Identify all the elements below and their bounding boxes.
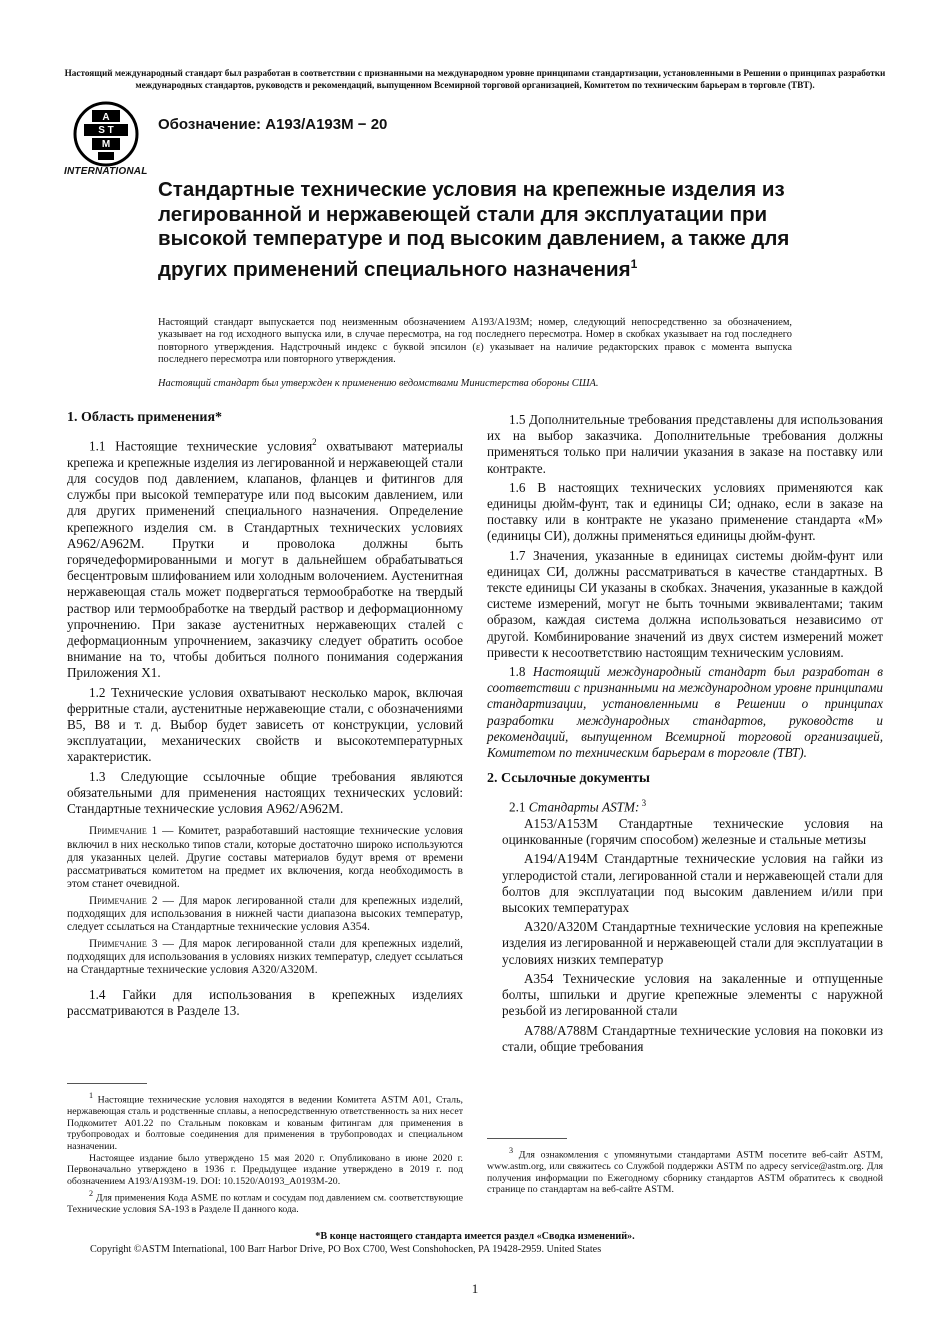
page-number: 1 — [471, 1281, 479, 1296]
svg-text:S T: S T — [98, 125, 114, 136]
left-footnotes — [67, 1090, 463, 1216]
document-title: Стандартные технические условия на крепежные изделия из легированной и нержавеющей стали для эксплуатации при высокой температуре и под высоким давлением, а также для других применений специального назначения$^1$ — [158, 178, 790, 281]
designation: Обозначение: A193/A193M − 20 — [158, 116, 388, 133]
note-2: Примечание 2 — Для марок легированной стали для крепежных изделий, подходящих для использования в нижней части диапазона высоких температур, следует ссылаться на Стандартные технические условия A354. — [67, 894, 463, 934]
para-1-2: 1.2 Технические условия охватывают несколько марок, включая ферритные стали, аустенитные нержавеющие стали, с обозначениями B5, B8 и т. д. Выбор будет зависеть от конструкции, условий эксплуатации, механических свойств и высокотемпературных характеристик. — [67, 684, 463, 765]
summary-note: *В конце настоящего стандарта имеется раздел «Сводка изменений». — [315, 1231, 635, 1242]
footnote-rule-right — [487, 1138, 567, 1139]
para-1-6: 1.6 В настоящих технических условиях применяются как единицы дюйм-фунт, так и единицы СИ; однако, если в заказе на поставку или в контракте не указано применение стандарта «M» (единицы СИ), должны применяться единицы дюйм-фунт. — [487, 479, 883, 544]
footnote-rule-left — [67, 1083, 147, 1084]
reference-item: A320/A320M Стандартные технические условия на крепежные изделия из легированной и нержавеющей стали для эксплуатации в условиях низких температур — [502, 919, 883, 967]
svg-text:M: M — [101, 139, 111, 150]
top-notice: Настоящий международный стандарт был разработан в соответствии с признанными на международном уровне принципами стандартизации, установленными в Решении о принципах разработки международных стандартов, руководств и рекомендаций, выпущенном Всемирной торговой организацией, Комитетом по техническим барьерам в торговле (ТВТ). — [64, 68, 886, 90]
reference-item: A194/A194M Стандартные технические условия на гайки из углеродистой стали, легированной стали и нержавеющей стали для болтов для эксплуатации под высоким давлением и/или при высоких температурах — [502, 851, 883, 916]
logo-text: INTERNATIONAL — [64, 166, 148, 177]
section-1-heading: 1. Область применения* — [67, 410, 223, 425]
para-1-3: 1.3 Следующие ссылочные общие требования являются обязательными для применения настоящих технических условий: Стандартные технические условия A962/A962M. — [67, 768, 463, 817]
para-1-7: 1.7 Значения, указанные в единицах системы дюйм-фунт или единицах СИ, должны рассматриваться в качестве стандартных. В тексте единицы СИ указаны в скобках. Значения, указанные в каждой системе измерений, могут не быть точными эквивалентами; таким образом, каждая система должна использоваться независимо от другой. Комбинирование значений из двух систем измерений может привести к несоответствию настоящим техническим условиям. — [487, 547, 883, 660]
para-2-1: 2.1 Стандарты ASTM: $^3$ — [509, 798, 647, 815]
para-1-4: 1.4 Гайки для использования в крепежных изделиях рассматриваются в Разделе 13. — [67, 986, 463, 1018]
footnote-1: $^1$ Настоящие технические условия находятся в ведении Комитета ASTM A01, Сталь, нержавеющая сталь и родственные сплавы, а непосредственную ответственность за них несет Подкомитет A01.22 по Стальным поковкам и кованым фитингам для применения в трубопроводах и болтовые соединения для применения в трубопроводах и специальном назначении. — [67, 1091, 463, 1153]
issue-note: Настоящий стандарт выпускается под неизменным обозначением A193/A193M; номер, следующий непосредственно за обозначением, указывает на год исходного выпуска или, в случае пересмотра, на год последнего пересмотра. Номер в скобках указывает на год последнего повторного утверждения. Надстрочный индекс с буквой эпсилон (ε) указывает на наличие редакторских правок с момента выпуска последнего пересмотра или повторного утверждения. — [158, 317, 792, 365]
reference-item: A153/A153M Стандартные технические условия на оцинкованные (горячим способом) железные и стальные метизы — [502, 816, 883, 848]
section-2-heading: 2. Ссылочные документы — [487, 771, 650, 787]
footnote-2: $^2$ Для применения Кода ASME по котлам и сосудам под давлением см. соответствующие Технические условия SA-193 в Разделе II данного кода. — [67, 1188, 463, 1215]
note-1: Примечание 1 — Комитет, разработавший настоящие технические условия включил в них несколько типов стали, которые достаточно широко используются для указанных целей. Другие составы материалов будут время от времени рассматриваться комитетом на предмет их включения, когда необходимость в этом станет очевидной. — [67, 825, 463, 891]
reference-item: A354 Технические условия на закаленные и отпущенные болты, шпильки и другие крепежные элементы с наружной резьбой из легированной стали — [502, 970, 883, 1019]
footnote-1-edition: Настоящее издание было утверждено 15 мая 2020 г. Опубликовано в июне 2020 г. Первоначально утверждено в 1936 г. Предыдущее издание утверждено в 2019 г. под обозначением A193/A193M-19. DOI: 10.1520/A0193_A0193M-20. — [67, 1152, 463, 1188]
left-column — [67, 410, 463, 1022]
svg-text:A: A — [102, 112, 110, 123]
para-1-8: 1.8 Настоящий международный стандарт был разработан в соответствии с признанными на международном уровне принципами стандартизации, установленными в Решении о принципах разработки международных стандартов, руководств и рекомендаций, выпущенном Всемирной торговой организацией, Комитетом по техническим барьерам в торговле (ТВТ). — [487, 664, 884, 761]
copyright: Copyright ©ASTM International, 100 Barr Harbor Drive, PO Box C700, West Conshohocken, PA 19428-2959. United States — [90, 1244, 602, 1255]
note-3: Примечание 3 — Для марок легированной стали для крепежных изделий, подходящих для использования в условиях низких температур, следует ссылаться на Стандартные технические условия A320/A320M. — [67, 937, 463, 977]
right-column — [487, 412, 883, 1058]
approved-note: Настоящий стандарт был утвержден к применению ведомствами Министерства обороны США. — [158, 378, 599, 389]
para-1-1: 1.1 Настоящие технические условия$^2$ охватывают материалы крепежа и крепежные изделия из легированной и нержавеющей стали для сосудов под давлением, клапанов, фланцев и фитингов для службы при высокой температуре или под высоким давлением, или для других применений специального назначения. Определение крепежного изделия см. в Стандартных технических условиях A962/A962M. Прутки и проволока должны быть горячедеформированными и могут в дальнейшем обрабатываться бесцентровым шлифованием или холодным волочением. Аустенитная нержавеющая сталь может подвергаться термообработке на твердый раствор или термообработке на твердый раствор и деформационному упрочнению. При заказе аустенитных нержавеющих сталей с деформационным упрочнением, заказчику следует обратить особое внимание на то, чтобы добиться полного понимания содержания Приложения X1. — [67, 437, 464, 681]
right-footnotes — [487, 1145, 883, 1196]
para-1-5: 1.5 Дополнительные требования представлены для использования их на выбор заказчика. Дополнительные требования должны применяться только при наличии указания в заказе на поставку или контракте. — [487, 412, 883, 476]
reference-item: A788/A788M Стандартные технические условия на поковки из стали, общие требования — [502, 1022, 883, 1054]
footnote-3: $^3$ Для ознакомления с упомянутыми стандартами ASTM посетите веб-сайт ASTM, www.astm.org, или свяжитесь со Службой поддержки ASTM по адресу service@astm.org. Для получения информации по Ежегодному сборнику стандартов ASTM обратитесь к сводной странице по стандартам на веб-сайте ASTM. — [487, 1146, 883, 1196]
